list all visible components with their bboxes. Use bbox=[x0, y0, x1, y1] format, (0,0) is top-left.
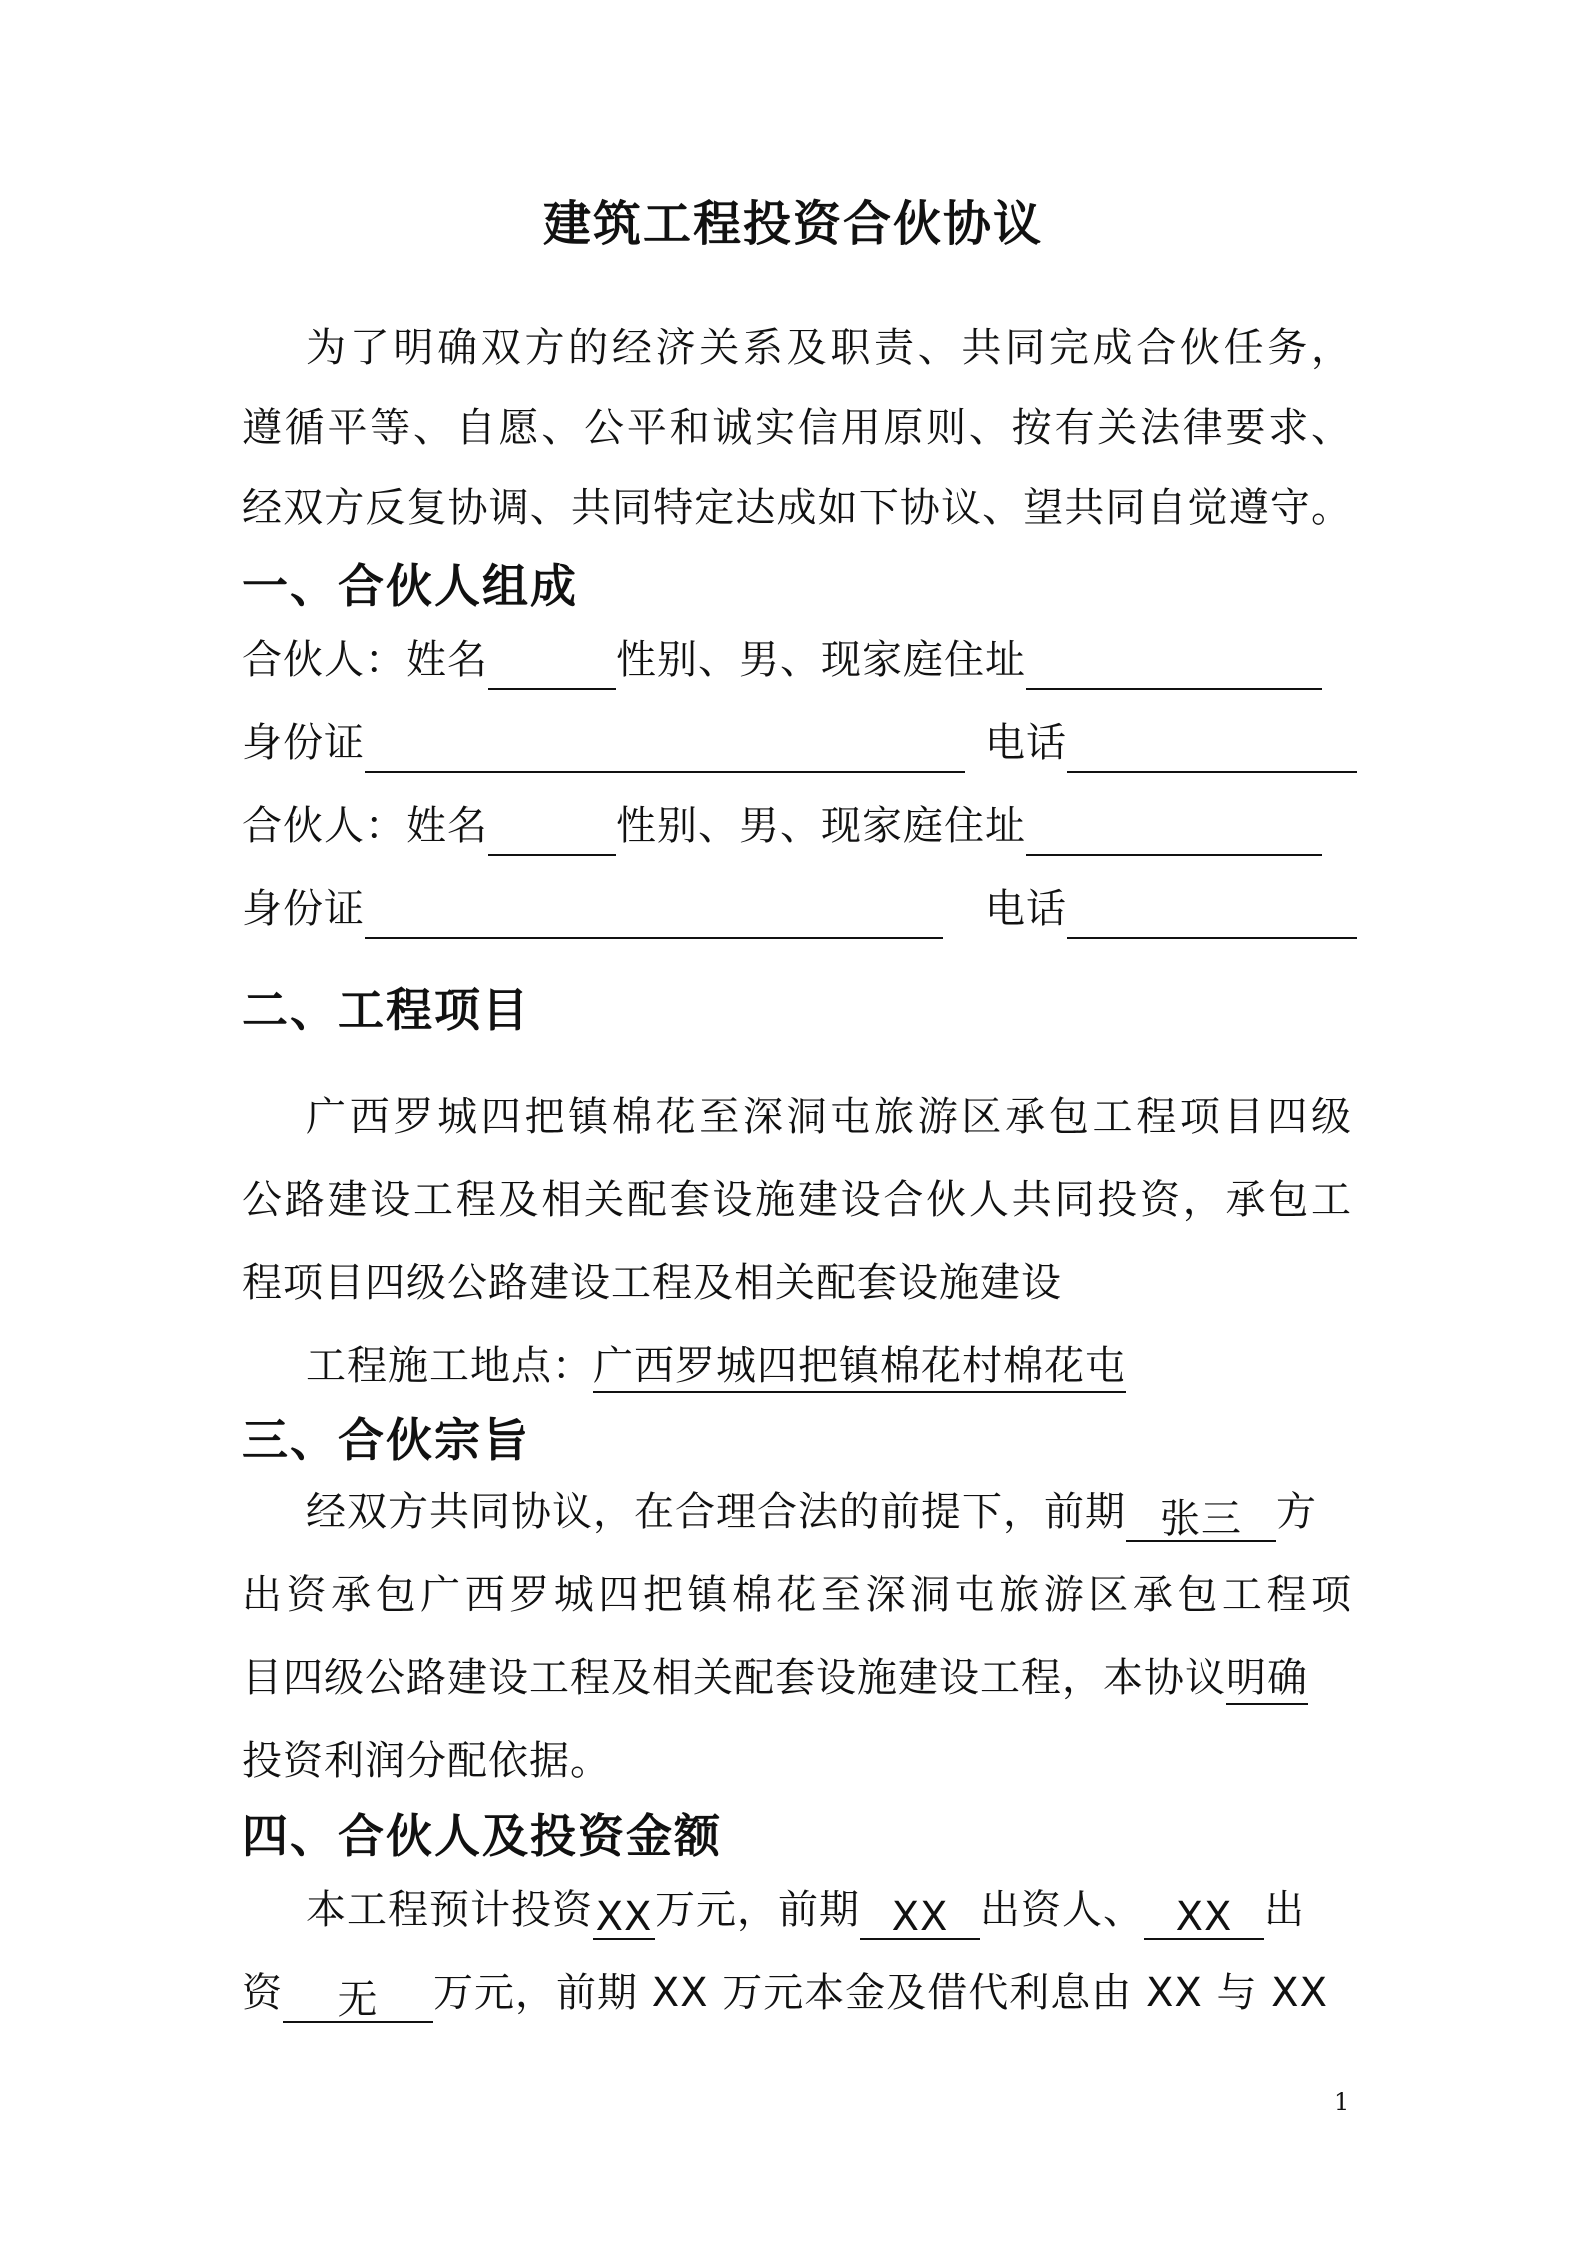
partner-row-2 bbox=[242, 796, 1352, 856]
section-4-heading: 四、合伙人及投资金额 bbox=[242, 1809, 722, 1863]
gender-address-label: 性别、男、现家庭住址 bbox=[616, 637, 1026, 683]
section-3-heading: 三、合伙宗旨 bbox=[242, 1413, 530, 1467]
purpose-text: 经双方共同协议，在合理合法的前提下，前期 bbox=[306, 1489, 1126, 1535]
address-blank bbox=[1026, 810, 1322, 856]
purpose-line-3 bbox=[242, 1648, 1352, 1708]
site-row bbox=[242, 1336, 1352, 1396]
partner-row-1 bbox=[242, 630, 1352, 690]
intro-line-1: 为了明确双方的经济关系及职责、共同完成合伙任务， bbox=[306, 325, 1352, 371]
section-1-heading: 一、合伙人组成 bbox=[242, 559, 578, 613]
purpose-line-2: 出资承包广西罗城四把镇棉花至深洞屯旅游区承包工程项 bbox=[242, 1572, 1352, 1618]
id-row-1 bbox=[242, 713, 1352, 773]
section-2-heading: 二、工程项目 bbox=[242, 983, 530, 1037]
project-line-1: 广西罗城四把镇棉花至深洞屯旅游区承包工程项目四级 bbox=[306, 1094, 1352, 1140]
investment-text: 万元，前期 XX 万元本金及借代利息由 XX 与 XX bbox=[433, 1970, 1328, 2016]
project-line-3: 程项目四级公路建设工程及相关配套设施建设 bbox=[242, 1260, 1062, 1306]
partner-name-label: 合伙人：姓名 bbox=[242, 803, 488, 849]
address-blank bbox=[1026, 644, 1322, 690]
partner-name-blank bbox=[488, 644, 616, 690]
investor-name-value: 张三 bbox=[1126, 1496, 1276, 1542]
document-title: 建筑工程投资合伙协议 bbox=[542, 196, 1043, 252]
purpose-line-1 bbox=[242, 1482, 1352, 1542]
investment-text: 出 bbox=[1264, 1887, 1305, 1933]
investor-2-value: XX bbox=[1144, 1894, 1264, 1940]
investment-line-1 bbox=[242, 1880, 1352, 1940]
phone-blank bbox=[1067, 727, 1357, 773]
purpose-underlined: 明确 bbox=[1226, 1655, 1308, 1705]
id-row-2 bbox=[242, 879, 1352, 939]
phone-label: 电话 bbox=[985, 886, 1067, 932]
id-label: 身份证 bbox=[242, 720, 365, 766]
purpose-text: 方 bbox=[1276, 1489, 1317, 1535]
partner-name-blank bbox=[488, 810, 616, 856]
site-value: 广西罗城四把镇棉花村棉花屯 bbox=[593, 1343, 1126, 1393]
id-label: 身份证 bbox=[242, 886, 365, 932]
phone-label: 电话 bbox=[985, 720, 1067, 766]
phone-blank bbox=[1067, 893, 1357, 939]
investment-line-2 bbox=[242, 1963, 1352, 2023]
project-line-2: 公路建设工程及相关配套设施建设合伙人共同投资，承包工 bbox=[242, 1177, 1352, 1223]
page-number: 1 bbox=[1334, 2088, 1350, 2116]
investment-text: 万元，前期 bbox=[655, 1887, 860, 1933]
investment-text: 资 bbox=[242, 1970, 283, 2016]
intro-line-3: 经双方反复协调、共同特定达成如下协议、望共同自觉遵守。 bbox=[242, 485, 1352, 531]
purpose-text: 目四级公路建设工程及相关配套设施建设工程，本协议 bbox=[242, 1655, 1226, 1701]
total-investment-value: XX bbox=[593, 1894, 655, 1940]
gender-address-label: 性别、男、现家庭住址 bbox=[616, 803, 1026, 849]
partner-name-label: 合伙人：姓名 bbox=[242, 637, 488, 683]
purpose-line-4: 投资利润分配依据。 bbox=[242, 1738, 611, 1784]
id-blank bbox=[365, 893, 943, 939]
site-label: 工程施工地点： bbox=[306, 1343, 593, 1389]
investment-amount-value: 无 bbox=[283, 1977, 433, 2023]
id-blank bbox=[365, 727, 965, 773]
intro-line-2: 遵循平等、自愿、公平和诚实信用原则、按有关法律要求、 bbox=[242, 405, 1352, 451]
investment-text: 本工程预计投资 bbox=[306, 1887, 593, 1933]
investor-1-value: XX bbox=[860, 1894, 980, 1940]
investment-text: 出资人、 bbox=[980, 1887, 1144, 1933]
